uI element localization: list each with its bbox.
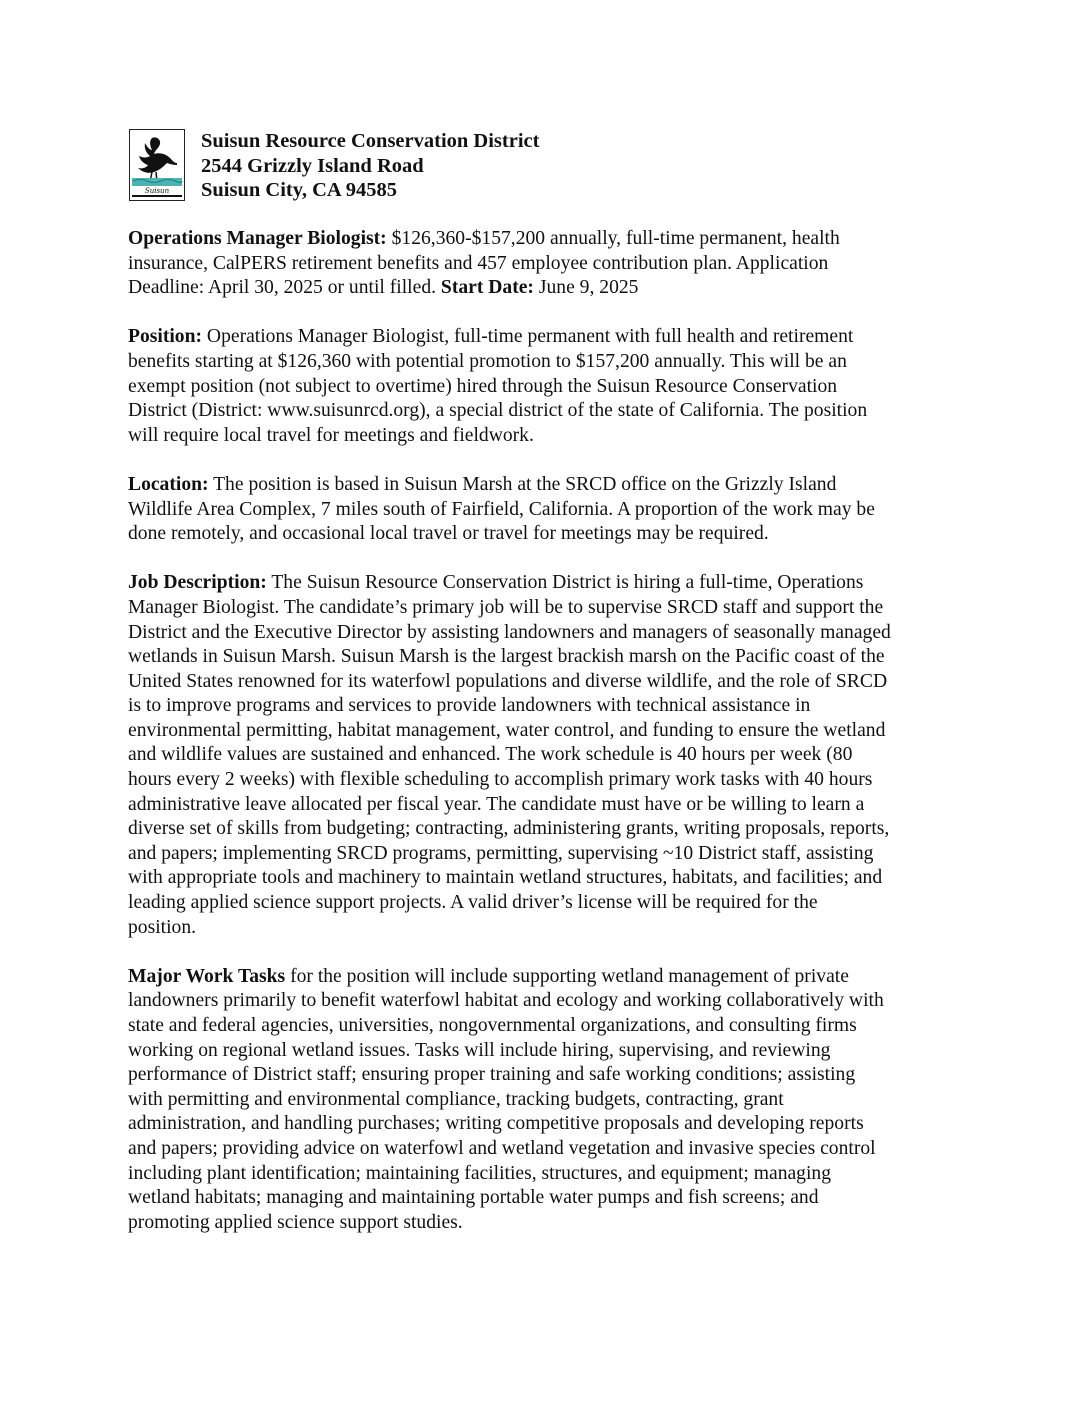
major-tasks-line: including plant identification; maintaining facilities, structures, and equipment; managing: [128, 1162, 832, 1184]
job-description-line: with appropriate tools and machinery to maintain wetland structures, habitats, and facilities; and: [128, 867, 883, 889]
intro-label: Operations Manager Biologist:: [128, 228, 387, 249]
position-label: Position:: [128, 326, 203, 348]
start-date-value: June 9, 2025: [533, 277, 639, 299]
location-label: Location:: [128, 473, 209, 495]
job-description-line: is to improve programs and services to provide landowners with technical assistance in: [128, 695, 811, 717]
major-tasks-line: state and federal agencies, universities, nongovernmental organizations, and consulting firms: [128, 1015, 857, 1036]
position-line: District (District: www.suisunrcd.org), a special district of the state of California. The position: [128, 400, 868, 422]
major-tasks-paragraph: [128, 965, 968, 1236]
intro-line: insurance, CalPERS retirement benefits and 457 employee contribution plan. Application: [128, 252, 829, 274]
intro-paragraph: [128, 227, 968, 301]
position-line: will require local travel for meetings and fieldwork.: [128, 424, 534, 446]
deadline-text: Deadline: April 30, 2025 or until filled.: [128, 277, 441, 299]
job-description-line: District and the Executive Director by assisting landowners and managers of seasonally managed: [128, 621, 891, 643]
position-text: Operations Manager Biologist, full-time permanent with full health and retirement: [202, 326, 854, 348]
major-tasks-line: wetland habitats; managing and maintaining portable water pumps and fish screens; and: [128, 1187, 819, 1209]
major-tasks-line: [128, 965, 968, 990]
job-description-text: The Suisun Resource Conservation District is hiring a full-time, Operations: [266, 572, 864, 594]
job-description-line: and wildlife values are sustained and enhanced. The work schedule is 40 hours per week (80: [128, 744, 853, 766]
job-description-label: Job Description:: [128, 572, 267, 594]
position-line: exempt position (not subject to overtime) hired through the Suisun Resource Conservation: [128, 375, 838, 397]
intro-text: $126,360-$157,200 annually, full-time permanent, health: [386, 228, 840, 249]
intro-line: [128, 227, 968, 252]
job-description-line: hours every 2 weeks) with flexible scheduling to accomplish primary work tasks with 40 hours: [128, 769, 873, 791]
job-description-line: environmental permitting, habitat management, water control, and funding to ensure the wetland: [128, 719, 886, 741]
org-street: 2544 Grizzly Island Road: [201, 154, 424, 177]
start-date-label: Start Date:: [440, 277, 534, 299]
job-description-paragraph: [128, 571, 968, 940]
org-name: Suisun Resource Conservation District: [201, 130, 540, 152]
job-description-line: administrative leave allocated per fiscal year. The candidate must have or be willing to learn a: [128, 793, 865, 815]
logo-wordmark: Suisun: [144, 187, 170, 195]
major-tasks-line: performance of District staff; ensuring proper training and safe working conditions; assisting: [128, 1064, 856, 1086]
major-tasks-line: with permitting and environmental compliance, tracking budgets, contracting, grant: [128, 1088, 784, 1110]
location-line: done remotely, and occasional local travel or travel for meetings may be required.: [128, 523, 769, 545]
location-line: [128, 473, 968, 498]
major-tasks-line: and papers; providing advice on waterfowl and wetland vegetation and invasive species control: [128, 1137, 876, 1159]
job-description-line: leading applied science support projects. A valid driver’s license will be required for the: [128, 892, 818, 914]
job-description-line: diverse set of skills from budgeting; contracting, administering grants, writing proposals, reports,: [128, 818, 890, 840]
major-tasks-label: Major Work Tasks: [128, 965, 286, 987]
location-paragraph: [128, 473, 968, 547]
job-description-line: and papers; implementing SRCD programs, permitting, supervising ~10 District staff, assisting: [128, 842, 874, 864]
location-line: Wildlife Area Complex, 7 miles south of Fairfield, California. A proportion of the work may be: [128, 498, 875, 520]
major-tasks-line: administration, and handling purchases; writing competitive proposals and developing reports: [128, 1113, 864, 1135]
job-description-line: Manager Biologist. The candidate’s primary job will be to supervise SRCD staff and support the: [128, 596, 884, 618]
letterhead: [129, 129, 829, 205]
major-tasks-line: promoting applied science support studies.: [128, 1211, 463, 1233]
letterhead-address: [201, 129, 539, 203]
major-tasks-line: landowners primarily to benefit waterfowl habitat and ecology and working collaboratively with: [128, 990, 884, 1012]
job-description-line: United States renowned for its waterfowl populations and diverse wildlife, and the role of SRCD: [128, 670, 888, 692]
job-description-line: position.: [128, 916, 197, 938]
major-tasks-line: working on regional wetland issues. Tasks will include hiring, supervising, and reviewing: [128, 1039, 831, 1061]
document-body: [128, 227, 968, 1260]
org-city: Suisun City, CA 94585: [201, 179, 397, 201]
intro-line: [128, 276, 968, 301]
job-description-line: [128, 571, 968, 596]
position-line: [128, 325, 968, 350]
position-line: benefits starting at $126,360 with potential promotion to $157,200 annually. This will be an: [128, 350, 847, 372]
position-paragraph: [128, 325, 968, 448]
major-tasks-text: for the position will include supporting wetland management of private: [285, 965, 849, 987]
heron-logo-icon: [129, 129, 185, 201]
location-text: The position is based in Suisun Marsh at the SRCD office on the Grizzly Island: [208, 473, 837, 495]
job-description-line: wetlands in Suisun Marsh. Suisun Marsh is the largest brackish marsh on the Pacific coast of the: [128, 646, 885, 668]
